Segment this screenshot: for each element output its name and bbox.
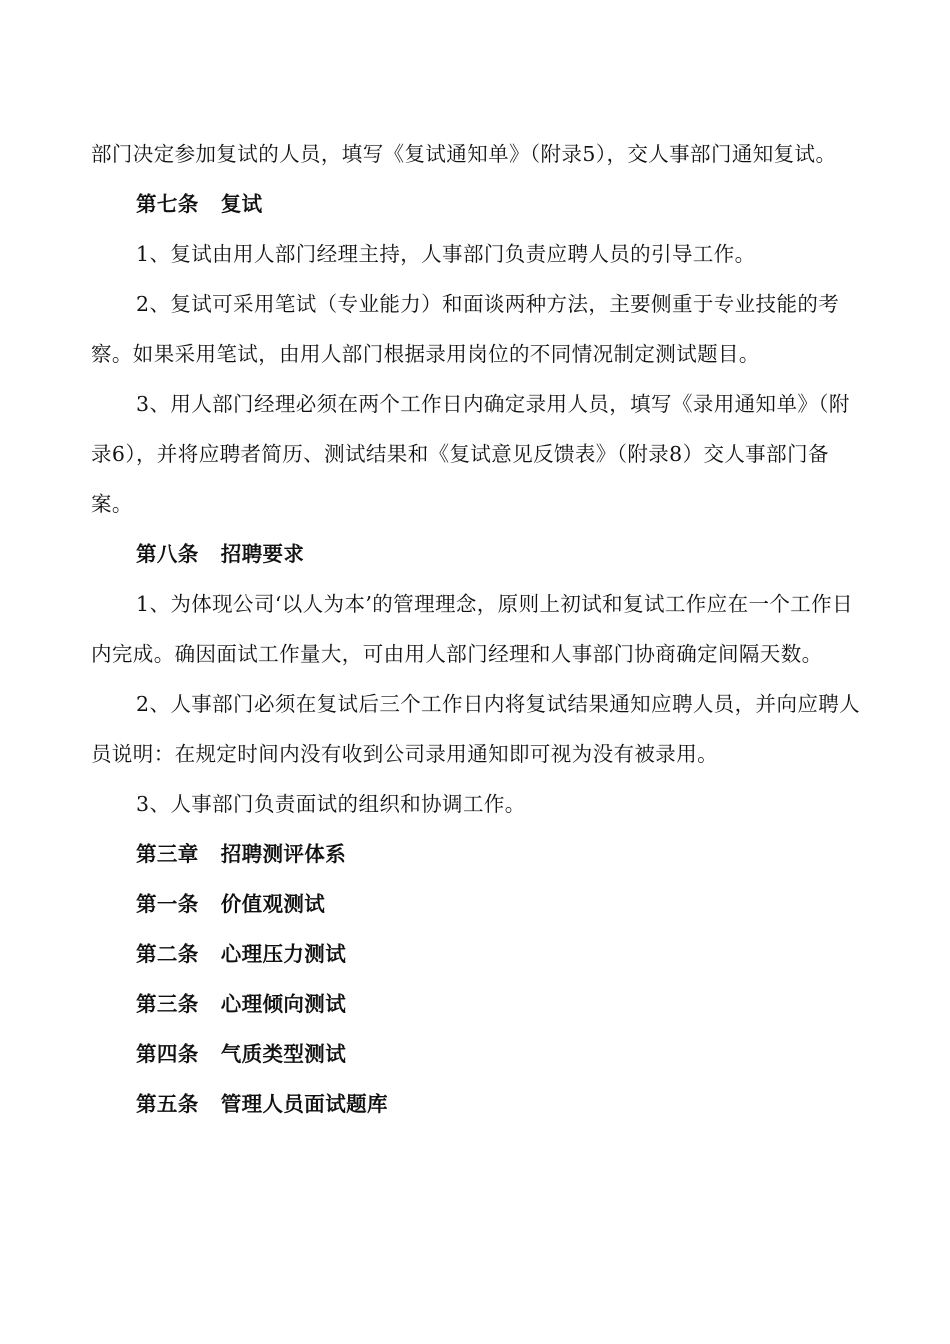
document-body (91, 129, 861, 1129)
chapter-heading-3 (91, 829, 861, 879)
paragraph-requirement-1: 1、为体现公司‘以人为本’的管理理念，原则上初试和复试工作应在一个工作日内完成。确因面试工作量大，可由用人部门经理和人事部门协商确定间隔天数。 (91, 592, 853, 666)
article-title: 价值观测试 (220, 892, 326, 916)
article-title: 管理人员面试题库 (220, 1092, 388, 1116)
article-number: 第八条 (136, 542, 199, 566)
article-heading-3 (91, 979, 861, 1029)
paragraph-retest-3: 3、用人部门经理必须在两个工作日内确定录用人员，填写《录用通知单》（附录6），并将应聘者简历、测试结果和《复试意见反馈表》（附录8）交人事部门备案。 (91, 392, 850, 516)
chapter-title: 招聘测评体系 (220, 842, 347, 866)
article-heading-4 (91, 1029, 861, 1079)
article-heading-5 (91, 1079, 861, 1129)
paragraph-retest-notice: 部门决定参加复试的人员，填写《复试通知单》（附录5），交人事部门通知复试。 (91, 142, 837, 166)
article-title: 招聘要求 (220, 542, 305, 566)
article-title: 心理压力测试 (220, 942, 347, 966)
article-heading-7 (91, 179, 861, 229)
article-number: 第二条 (136, 942, 199, 966)
article-heading-1 (91, 879, 861, 929)
article-number: 第四条 (136, 1042, 199, 1066)
article-title: 复试 (220, 192, 263, 216)
paragraph-requirement-2: 2、人事部门必须在复试后三个工作日内将复试结果通知应聘人员，并向应聘人员说明：在规定时间内没有收到公司录用通知即可视为没有被录用。 (91, 692, 861, 766)
paragraph-requirement-3: 3、人事部门负责面试的组织和协调工作。 (136, 792, 526, 816)
article-heading-8 (91, 529, 861, 579)
paragraph-retest-2: 2、复试可采用笔试（专业能力）和面谈两种方法，主要侧重于专业技能的考察。如果采用笔试，由用人部门根据录用岗位的不同情况制定测试题目。 (91, 292, 840, 366)
article-number: 第五条 (136, 1092, 199, 1116)
article-title: 心理倾向测试 (220, 992, 347, 1016)
article-number: 第一条 (136, 892, 199, 916)
article-heading-2 (91, 929, 861, 979)
article-title: 气质类型测试 (220, 1042, 347, 1066)
article-number: 第三条 (136, 992, 199, 1016)
paragraph-retest-1: 1、复试由用人部门经理主持，人事部门负责应聘人员的引导工作。 (136, 242, 756, 266)
article-number: 第七条 (136, 192, 199, 216)
chapter-number: 第三章 (136, 842, 199, 866)
